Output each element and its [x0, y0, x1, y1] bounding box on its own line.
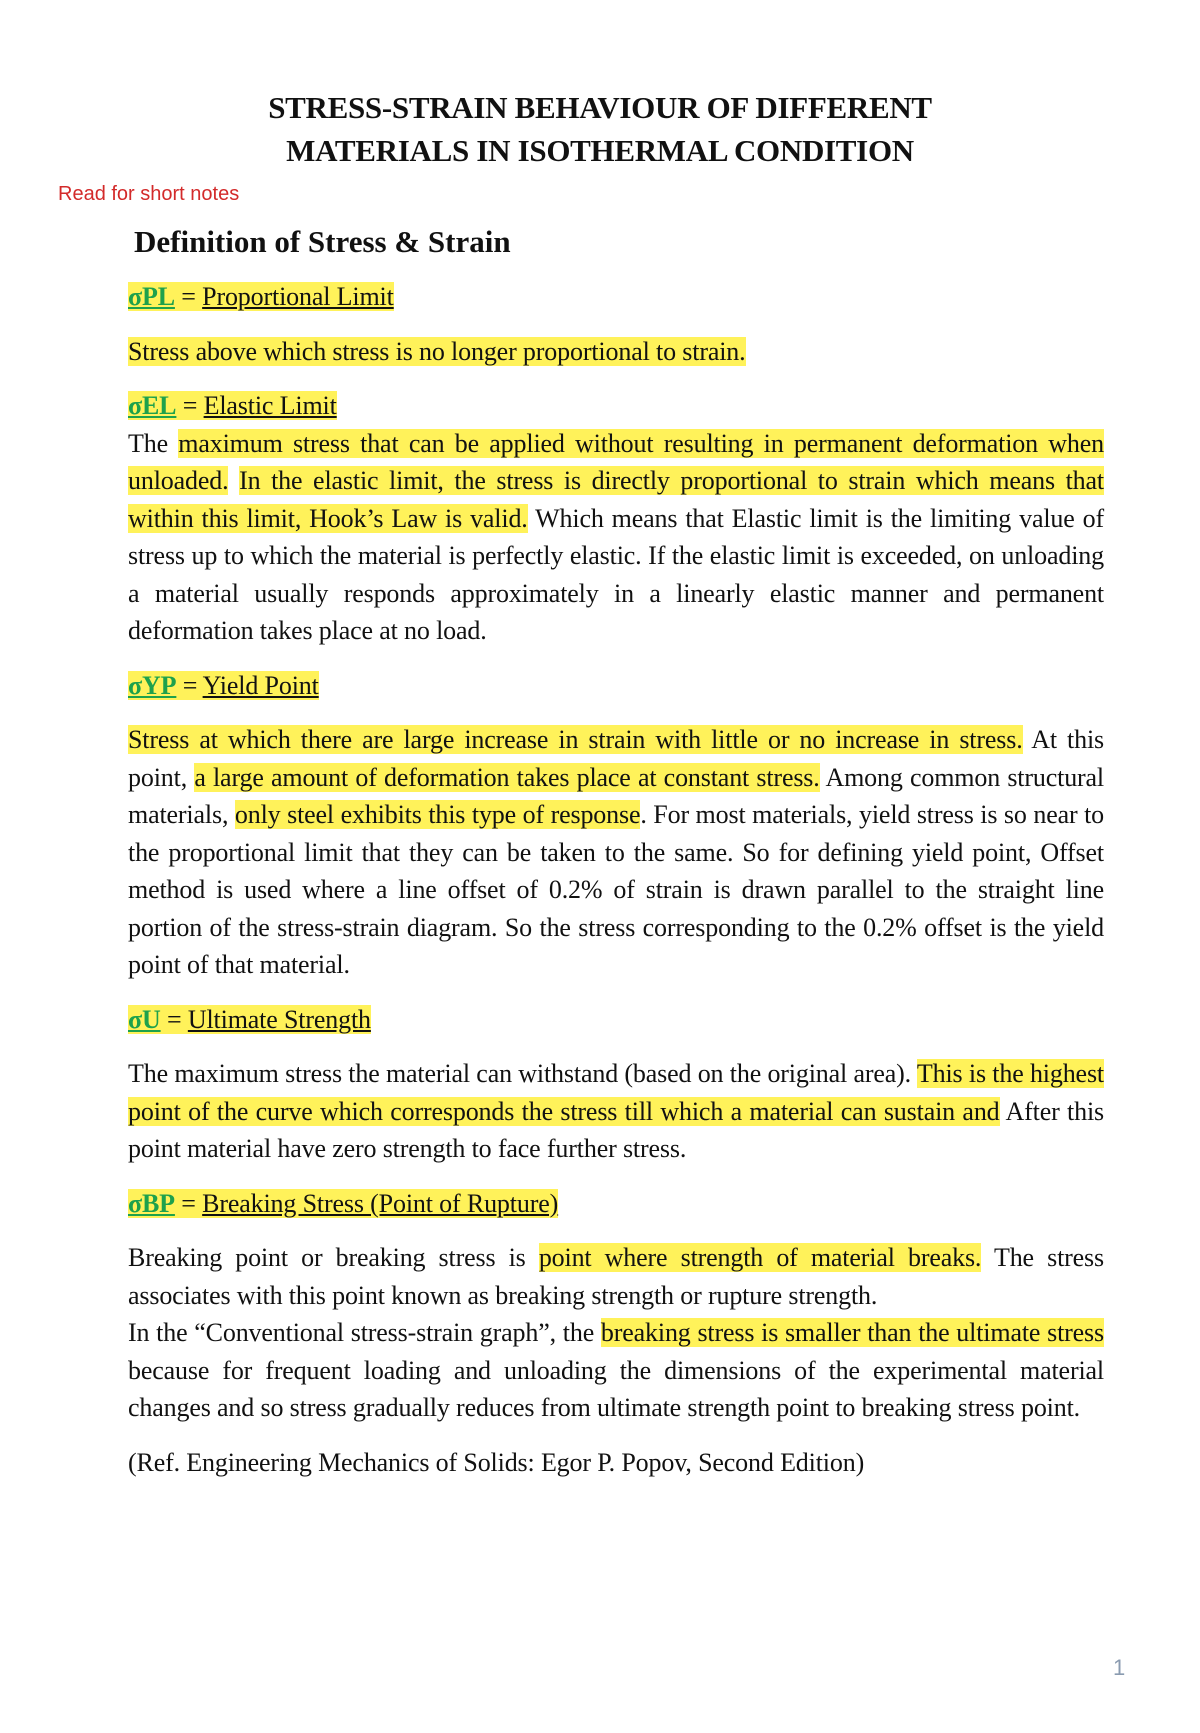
term-symbol: σEL [128, 391, 177, 420]
definition-proportional-limit [128, 333, 1104, 371]
term-proportional-limit [128, 278, 1104, 316]
section-heading: Definition of Stress & Strain [134, 224, 511, 259]
body-text: Breaking point or breaking stress is [128, 1243, 539, 1272]
highlighted-text: breaking stress is smaller than the ultimate stress [600, 1318, 1104, 1347]
term-name: Yield Point [202, 670, 319, 700]
definition-breaking-stress [128, 1239, 1104, 1314]
term-name: Ultimate Strength [187, 1004, 371, 1034]
term-equals: = [174, 282, 203, 311]
term-symbol: σYP [128, 670, 177, 700]
body-text: . For most materials, yield stress is so near to the proportional limit that they can be taken to the same. So for defining yield point, Offset method is used where a line offset of 0.2% of strain is drawn parallel to the straight line portion of the stress-strain diagram. So the stress corresponding to the 0.2% offset is the yield point of that material. [128, 800, 1104, 979]
term-name: Breaking Stress (Point of Rupture) [202, 1188, 559, 1218]
term-ultimate-strength [128, 1001, 1104, 1039]
highlighted-text: In the elastic limit, the stress is directly proportional to strain which means that within this limit, Hook’s Law is valid. [128, 466, 1104, 533]
term-name: Proportional Limit [202, 282, 394, 311]
body-text [228, 466, 239, 495]
page-number: 1 [1113, 1655, 1126, 1680]
body-text: In the “Conventional stress-strain graph”, the [128, 1318, 601, 1347]
term-equals: = [160, 1004, 188, 1034]
highlighted-text: Stress at which there are large increase in strain with little or no increase in stress. [128, 725, 1023, 754]
highlighted-text: only steel exhibits this type of response [234, 800, 641, 829]
document-body [128, 278, 1104, 1481]
definition-ultimate-strength [128, 1055, 1104, 1168]
document-title-line-1: STRESS-STRAIN BEHAVIOUR OF DIFFERENT [268, 90, 932, 125]
body-text: After this point material have zero strength to face further stress. [128, 1096, 1105, 1163]
term-breaking-stress [128, 1185, 1104, 1223]
definition-elastic-limit [128, 425, 1104, 650]
body-text: The stress associates with this point known as breaking strength or rupture strength. [128, 1243, 1104, 1310]
term-symbol: σPL [128, 282, 175, 311]
term-equals: = [176, 670, 203, 700]
body-text: because for frequent loading and unloading the dimensions of the experimental material changes and so stress gradually reduces from ultimate strength point to breaking stress point. [128, 1355, 1104, 1422]
body-text: The maximum stress the material can withstand (based on the original area). [128, 1059, 917, 1088]
body-text: At this point, [128, 725, 1104, 792]
highlighted-text: a large amount of deformation takes place at constant stress. [194, 762, 820, 792]
body-text: The [128, 428, 179, 458]
body-text: Which means that Elastic limit is the limiting value of stress up to which the material is perfectly elastic. If the elastic limit is exceeded, on unloading a material usually responds approximately in a linearly elastic manner and permanent deformation takes place at no load. [128, 503, 1104, 645]
term-name: Elastic Limit [203, 391, 337, 420]
term-equals: = [174, 1188, 203, 1218]
term-symbol: σBP [128, 1188, 175, 1218]
term-elastic-limit [128, 387, 1104, 425]
highlighted-text: point where strength of material breaks. [538, 1243, 982, 1272]
term-equals: = [176, 391, 204, 420]
definition-breaking-stress-cont [128, 1314, 1104, 1427]
highlighted-text: maximum stress that can be applied without resulting in permanent deformation when unloaded. [128, 428, 1104, 495]
highlighted-text: This is the highest point of the curve which corresponds the stress till which a material can sustain and [128, 1059, 1104, 1126]
highlighted-text: Stress above which stress is no longer proportional to strain. [128, 336, 746, 366]
body-text: Among common structural materials, [128, 762, 1105, 829]
document-title-line-2: MATERIALS IN ISOTHERMAL CONDITION [286, 133, 914, 168]
short-notes-annotation: Read for short notes [58, 183, 240, 205]
definition-yield-point [128, 721, 1104, 984]
term-yield-point [128, 667, 1104, 705]
term-symbol: σU [128, 1004, 161, 1034]
reference: (Ref. Engineering Mechanics of Solids: Egor P. Popov, Second Edition) [128, 1447, 865, 1477]
